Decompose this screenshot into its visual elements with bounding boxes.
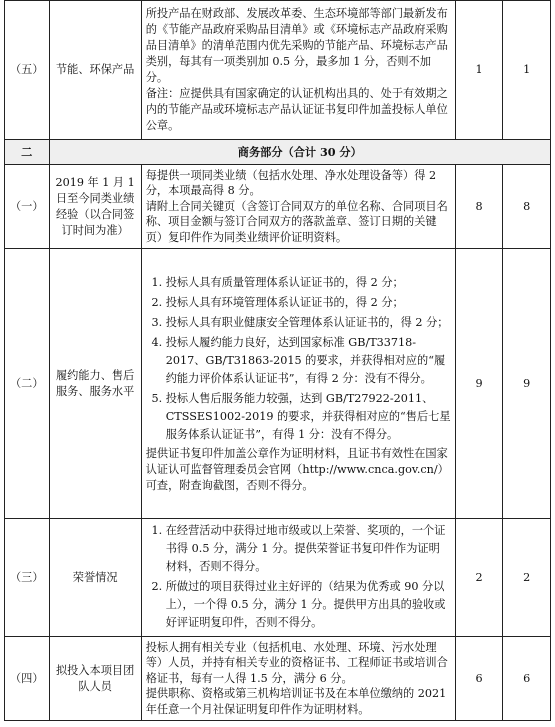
criteria-list — [146, 274, 451, 444]
list-item: 4. 投标人履约能力良好，达到国家标准 GB/T33718-2017、GB/T31863-2015 的要求，并获得相对应的“履约能力评价体系认证证书”，有得 2 分：没有不得分。 — [166, 334, 451, 388]
row-content — [141, 1, 455, 140]
row-score: 6 — [503, 637, 551, 721]
row-content — [141, 249, 455, 519]
row-item: 荣誉情况 — [49, 519, 141, 637]
row-number: （一） — [5, 165, 50, 249]
criteria-list — [146, 522, 451, 632]
content-paragraph: 每提供一项同类业绩（包括水处理、净水处理设备等）得 2 分，本项最高得 8 分。 — [145, 168, 437, 198]
table-row — [5, 637, 551, 721]
list-item: 5. 投标人售后服务能力较强，达到 GB/T27922-2011、CTSSES1002-2019 的要求，并获得相对应的“售后七星服务体系认证证书”，有得 1 分：没有不得分。 — [166, 390, 451, 444]
row-score: 9 — [503, 249, 551, 519]
content-paragraph: 投标人拥有相关专业（包括机电、水处理、环境、污水处理等）人员，并持有相关专业的资格证书、工程师证书或培训合格证书，每有一人得 1.5 分，满分 6 分。 — [145, 640, 448, 685]
list-item: 2. 所做过的项目获得过业主好评的（结果为优秀或 90 分以上），一个得 0.5 分，满分 1 分。提供甲方出具的验收或好评证明复印件，否则不得分。 — [166, 578, 451, 632]
row-number: （二） — [5, 249, 50, 519]
row-content — [141, 637, 455, 721]
row-number: （四） — [5, 637, 50, 721]
row-item: 2019 年 1 月 1 日至今同类业绩经验（以合同签订时间为准） — [49, 165, 141, 249]
content-paragraph: 备注：应提供具有国家确定的认证机构出具的、处于有效期之内的节能产品或环境标志产品认证证书复印件加盖投标人单位公章。 — [145, 87, 448, 132]
table-row — [5, 165, 551, 249]
row-score: 2 — [503, 519, 551, 637]
list-item: 1. 投标人具有质量管理体系认证证书的，得 2 分； — [166, 274, 451, 292]
table-row — [5, 519, 551, 637]
row-number: （五） — [5, 1, 50, 140]
row-score: 1 — [503, 1, 551, 140]
section-number: 二 — [5, 140, 50, 165]
section-title: 商务部分（合计 30 分） — [49, 140, 550, 165]
row-number: （三） — [5, 519, 50, 637]
list-item: 2. 投标人具有环境管理体系认证证书的，得 2 分； — [166, 294, 451, 312]
row-content — [141, 519, 455, 637]
row-score: 1 — [455, 1, 503, 140]
table-row — [5, 1, 551, 140]
row-score: 8 — [503, 165, 551, 249]
content-paragraph: 提供职称、资格或第三机构培训证书及在本单位缴纳的 2021 年任意一个月社保证明复印件作为证明材料。 — [145, 687, 447, 716]
row-score: 8 — [455, 165, 503, 249]
row-item: 节能、环保产品 — [49, 1, 141, 140]
row-content — [141, 165, 455, 249]
section-header-row — [5, 140, 551, 165]
row-item: 拟投入本项目团队人员 — [49, 637, 141, 721]
content-paragraph: 所投产品在财政部、发展改革委、生态环境部等部门最新发布的《节能产品政府采购品目清单》或《环境标志产品政府采购品目清单》的清单范围内优先采购的节能产品、环境标志产品类别，每其有一项类别加 0.5 分，最多加 1 分，否则不加分。 — [145, 7, 448, 84]
content-paragraph: 提供证书复印件加盖公章作为证明材料，且证书有效性在国家认证认可监督管理委员会官网（http://www.cnca.gov.cn/）可查，附查询截图，否则不得分。 — [145, 447, 449, 492]
row-score: 2 — [455, 519, 503, 637]
list-item: 3. 投标人具有职业健康安全管理体系认证证书的，得 2 分； — [166, 314, 451, 332]
row-score: 6 — [455, 637, 503, 721]
row-item: 履约能力、售后服务、服务水平 — [49, 249, 141, 519]
scoring-table — [4, 0, 551, 721]
row-score: 9 — [455, 249, 503, 519]
content-paragraph: 请附上合同关键页（含签订合同双方的单位名称、合同项目名称、项目金额与签订合同双方的落款盖章、签订日期的关键页）复印件作为同类业绩评价证明资料。 — [145, 199, 448, 244]
table-row — [5, 249, 551, 519]
list-item: 1. 在经营活动中获得过地市级或以上荣誉、奖项的，一个证书得 0.5 分，满分 1 分。提供荣誉证书复印件作为证明材料，否则不得分。 — [166, 522, 451, 576]
